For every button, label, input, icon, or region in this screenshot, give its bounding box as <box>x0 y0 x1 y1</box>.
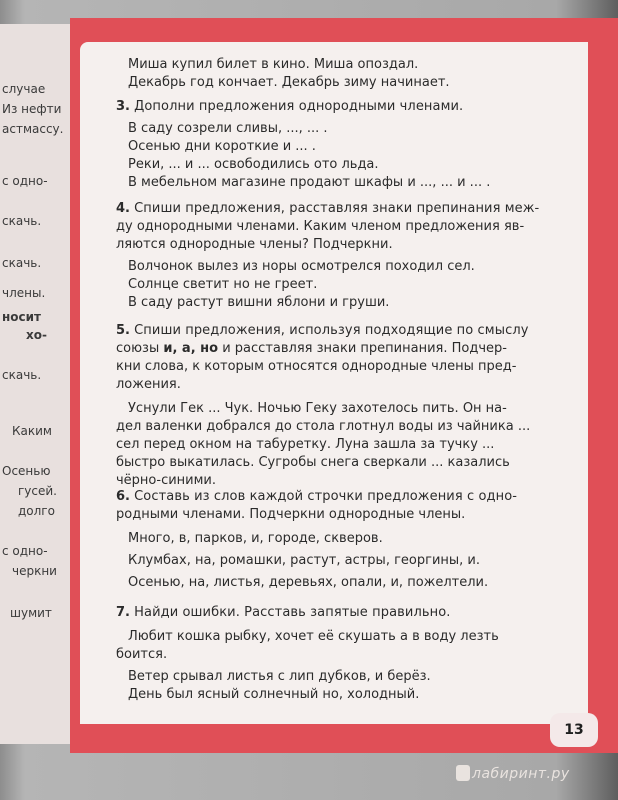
exercise-line: Солнце светит но не греет. <box>128 277 318 292</box>
left-fragment: с одно- <box>2 544 48 558</box>
task-instruction: родными членами. Подчеркни однородные члены. <box>116 507 466 522</box>
left-fragment: черкни <box>12 564 57 578</box>
task-3 <box>116 98 586 192</box>
task-7 <box>116 604 586 704</box>
exercise-line: В саду созрели сливы, ..., ... . <box>128 121 328 136</box>
page-number: 13 <box>550 713 598 747</box>
task-number: 4. <box>116 201 130 216</box>
exercise-line: Осенью дни короткие и ... . <box>128 139 316 154</box>
left-fragment: члены. <box>2 286 46 300</box>
left-page-edge <box>0 24 80 744</box>
task-4 <box>116 200 586 312</box>
left-fragment: Из нефти <box>2 102 62 116</box>
left-fragment: астмассу. <box>2 122 64 136</box>
task-instruction: ложения. <box>116 377 181 392</box>
left-fragment: случае <box>2 82 46 96</box>
task-instruction: Спиши предложения, используя подходящие по смыслу <box>134 323 529 338</box>
task-instruction: союзы <box>116 341 164 356</box>
left-fragment: хо- <box>26 328 47 342</box>
left-fragment: скачь. <box>2 214 42 228</box>
exercise-line: Осенью, на, листья, деревьях, опали, и, пожелтели. <box>128 575 489 590</box>
left-fragment: Осенью <box>2 464 51 478</box>
task-number: 3. <box>116 99 130 114</box>
task-number: 7. <box>116 605 130 620</box>
task-instruction: Дополни предложения однородными членами. <box>134 99 464 114</box>
labirint-logo-icon <box>456 765 470 781</box>
task-instruction: ду однородными членами. Каким членом предложения яв- <box>116 219 525 234</box>
exercise-line: чёрно-синими. <box>116 473 217 488</box>
intro-line: Декабрь год кончает. Декабрь зиму начинает. <box>128 75 450 90</box>
exercise-line: В саду растут вишни яблони и груши. <box>128 295 390 310</box>
conjunctions: и, а, но <box>163 341 219 356</box>
exercise-line: Реки, ... и ... освободились ото льда. <box>128 157 379 172</box>
task-instruction: Спиши предложения, расставляя знаки препинания меж- <box>134 201 540 216</box>
left-fragment: скачь. <box>2 256 42 270</box>
exercise-line: дел валенки добрался до стола глотнул воды из чайника ... <box>116 419 531 434</box>
task-number: 6. <box>116 489 130 504</box>
left-fragment: с одно- <box>2 174 48 188</box>
task-6 <box>116 488 586 592</box>
left-fragment: шумит <box>10 606 52 620</box>
intro-line: Миша купил билет в кино. Миша опоздал. <box>128 57 419 72</box>
exercise-line: Уснули Гек ... Чук. Ночью Геку захотелось пить. Он на- <box>128 401 507 416</box>
left-fragment: гусей. <box>18 484 57 498</box>
left-fragment: долго <box>18 504 55 518</box>
exercise-line: В мебельном магазине продают шкафы и ..., ... и ... . <box>128 175 491 190</box>
left-fragment: Каким <box>12 424 52 438</box>
exercise-line: Клумбах, на, ромашки, растут, астры, георгины, и. <box>128 553 481 568</box>
exercise-line: День был ясный солнечный но, холодный. <box>128 687 420 702</box>
exercise-line: Много, в, парков, и, городе, скверов. <box>128 531 383 546</box>
task-instruction: ляются однородные члены? Подчеркни. <box>116 237 393 252</box>
content-panel <box>80 42 588 724</box>
task-instruction: Найди ошибки. Расставь запятые правильно. <box>134 605 451 620</box>
watermark: лабиринт.ру <box>472 766 570 782</box>
task-instruction: кни слова, к которым относятся однородные члены пред- <box>116 359 517 374</box>
exercise-line: Ветер срывал листья с лип дубков, и берёз. <box>128 669 431 684</box>
intro-block <box>116 56 586 92</box>
exercise-line: сел перед окном на табуретку. Луна зашла за тучку ... <box>116 437 495 452</box>
task-5 <box>116 322 586 490</box>
left-fragment: носит <box>2 310 42 324</box>
exercise-line: Волчонок вылез из норы осмотрелся походил сел. <box>128 259 475 274</box>
workbook-page <box>70 18 618 753</box>
left-fragment: скачь. <box>2 368 42 382</box>
task-instruction: Составь из слов каждой строчки предложения с одно- <box>134 489 518 504</box>
exercise-line: боится. <box>116 647 168 662</box>
task-number: 5. <box>116 323 130 338</box>
task-instruction: и расставляя знаки препинания. Подчер- <box>218 341 507 356</box>
exercise-line: быстро выкатилась. Сугробы снега сверкали ... казались <box>116 455 510 470</box>
exercise-line: Любит кошка рыбку, хочет её скушать а в воду лезть <box>128 629 499 644</box>
